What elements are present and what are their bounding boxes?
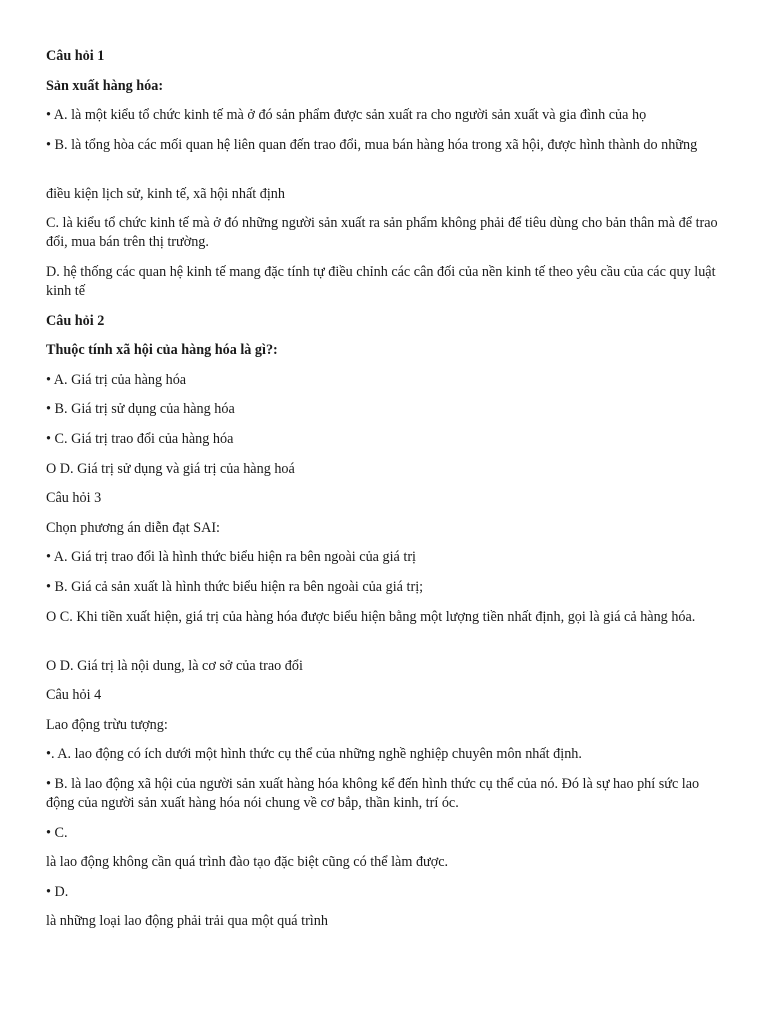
question-4-heading: Câu hỏi 4 [46, 687, 102, 703]
question-4-option-c-label: • C. [46, 825, 68, 841]
question-2-heading: Câu hỏi 2 [46, 313, 105, 329]
question-1-heading: Câu hỏi 1 [46, 48, 105, 64]
question-1-option-c: C. là kiểu tổ chức kinh tế mà ở đó những người sản xuất ra sản phẩm không phải để tiêu dùng cho bản thân mà để trao đổi, mua bán trên thị trường. [46, 215, 718, 250]
question-3-option-c: O C. Khi tiền xuất hiện, giá trị của hàng hóa được biểu hiện bằng một lượng tiền nhất định, gọi là giá cả hàng hóa. [46, 609, 696, 625]
question-1-option-d: D. hệ thống các quan hệ kinh tế mang đặc tính tự điều chỉnh các cân đối của nền kinh tế theo yêu cầu của các quy luật kinh tế [46, 264, 716, 299]
question-1-option-b: • B. là tổng hòa các mối quan hệ liên quan đến trao đổi, mua bán hàng hóa trong xã hội, được hình thành do những [46, 137, 698, 153]
question-4-prompt: Lao động trừu tượng: [46, 717, 168, 733]
question-1-prompt: Sản xuất hàng hóa: [46, 78, 164, 94]
question-3-heading: Câu hỏi 3 [46, 490, 102, 506]
question-2-option-b: • B. Giá trị sử dụng của hàng hóa [46, 401, 235, 417]
question-3-option-a: • A. Giá trị trao đổi là hình thức biểu hiện ra bên ngoài của giá trị [46, 549, 416, 565]
question-4-option-a: •. A. lao động có ích dưới một hình thức cụ thể của những nghề nghiệp chuyên môn nhất định. [46, 746, 582, 762]
question-3-option-d: O D. Giá trị là nội dung, là cơ sở của trao đổi [46, 658, 303, 674]
question-4-option-d-label: • D. [46, 884, 69, 900]
question-4-option-d-text: là những loại lao động phải trải qua một quá trình [46, 913, 328, 929]
question-2-prompt: Thuộc tính xã hội của hàng hóa là gì?: [46, 342, 278, 358]
question-2-option-d: O D. Giá trị sử dụng và giá trị của hàng hoá [46, 461, 295, 477]
question-4-option-b: • B. là lao động xã hội của người sản xuất hàng hóa không kể đến hình thức cụ thể của nó. Đó là sự hao phí sức lao động của người sản xuất hàng hóa nói chung về cơ bắp, thần kinh, trí óc. [46, 776, 700, 811]
question-2-option-c: • C. Giá trị trao đổi của hàng hóa [46, 431, 234, 447]
question-1-option-b-cont: điều kiện lịch sử, kinh tế, xã hội nhất định [46, 186, 285, 202]
question-2-option-a: • A. Giá trị của hàng hóa [46, 372, 187, 388]
question-3-option-b: • B. Giá cả sản xuất là hình thức biểu hiện ra bên ngoài của giá trị; [46, 579, 424, 595]
question-1-option-a: • A. là một kiểu tổ chức kinh tế mà ở đó sản phẩm được sản xuất ra cho người sản xuất và gia đình của họ [46, 107, 647, 123]
question-3-prompt: Chọn phương án diễn đạt SAI: [46, 520, 220, 536]
question-4-option-c-text: là lao động không cần quá trình đào tạo đặc biệt cũng có thể làm được. [46, 854, 449, 870]
